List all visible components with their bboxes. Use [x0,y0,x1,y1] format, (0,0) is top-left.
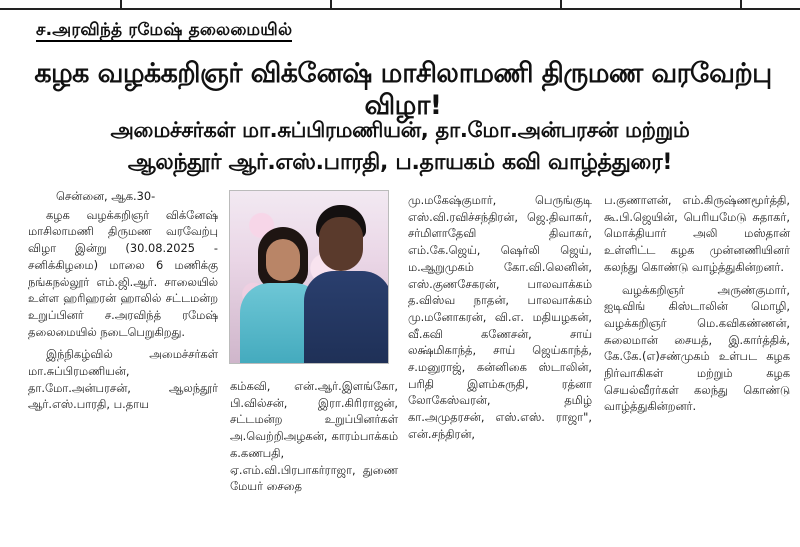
couple-photo [229,190,389,364]
article-paragraph: கழக வழக்கறிஞர் விக்னேஷ் மாசிலாமணி திருமண வரவேற்பு விழா இன்று (30.08.2025 - சனிக்கிழமை) மாலை 6 மணிக்கு நங்கநல்லூர் எம்.ஜி.ஆர். சாலையில் உள்ள ஹரிஹரன் ஹாலில் சட்டமன்ற உறுப்பினர் ச.அரவிந்த் ரமேஷ் தலைமையில் நடைபெறுகிறது. [28,207,218,339]
headline: கழக வழக்கறிஞர் விக்னேஷ் மாசிலாமணி திருமண வரவேற்பு விழா! [34,58,772,121]
subheadline-line-2: ஆலந்தூர் ஆர்.எஸ்.பாரதி, ப.தாயகம் கவி வாழ்த்துரை! [127,150,673,175]
bride-face [266,239,300,281]
top-border-rule [0,0,800,10]
groom-shirt [304,271,389,364]
border-tick [560,0,562,10]
article-paragraph: இந்நிகழ்வில் அமைச்சர்கள் மா.சுப்பிரமணியன், தா.மோ.அன்பரசன், ஆலந்தூர் ஆர்.எஸ்.பாரதி, ப.தாய [28,347,218,412]
article-paragraph: வழக்கறிஞர் அருண்குமார், ஐடிவிங் கிஸ்டாலின் மொழி, வழக்கறிஞர் மெ.கவிகண்ணன், சுலைமான் சையத், இ.கார்த்திக், கே.கே.(எ)சண்முகம் உள்பட கழக நிர்வாகிகள் மற்றும் கழக செயல்வீரர்கள் கலந்து கொண்டு வாழ்த்துகின்றனர். [604,282,790,414]
article-column-1 [28,188,218,419]
article-column-4 [604,192,790,421]
article-paragraph: கம்கவி, என்.ஆர்.இளங்கோ, பி.வில்சன், இரா.கிரிராஜன், சட்டமன்ற உறுப்பினர்கள் அ.வெற்றிஅழகன், காரம்பாக்கம் க.கணபதி, ஏ.எம்.வி.பிரபாகர்ராஜா, துணை மேயர் சைதை [230,379,398,494]
article-column-3 [408,192,592,449]
border-tick [120,0,122,10]
article-paragraph: ப.குணாளன், எம்.கிருஷ்ணமூர்த்தி, கூ.பி.ஜெயின், பெரியமேடு சுதாகர், மொக்தியார் அலி மஸ்தான் உள்ளிட்ட கழக முன்னணியினர் கலந்து கொண்டு வாழ்த்துகின்றனர். [604,193,790,274]
border-tick [330,0,332,10]
dateline: சென்னை, ஆக.30- [56,189,156,203]
border-tick [740,0,742,10]
kicker-line [36,20,292,42]
groom-face [319,217,363,271]
kicker-text: ச.அரவிந்த் ரமேஷ் தலைமையில் [36,20,293,40]
article-paragraph: மு.மகேஷ்குமார், பெருங்குடி எஸ்.வி.ரவிச்சந்திரன், ஜெ.திவாகர், சர்மிளாதேவி திவாகர், எம்.கே.ஜெய், ஷெர்லி ஜெய், ம.ஆறுமுகம் கோ.வி.லெனின், எஸ்.குணசேகரன், பாலவாக்கம் த.விஸ்வ நாதன், பாலவாக்கம் மு.மனோகரன், வி.எ. மதியழகன், வீ.கவி கணேசன், சாய் லக்ஷ்மிகாந்த், சாய் ஜெய்காந்த், ச.மனுராஜ், கன்னிகை ஸ்டாலின், பரிதி இளம்சுருதி, ரத்னா லோகேஸ்வரன், தமிழ் கா.அமுதரசன், எஸ்.எஸ். ராஜா", என்.சந்திரன், [408,193,592,441]
article-column-2 [230,378,398,501]
subheadline-line-1: அமைச்சர்கள் மா.சுப்பிரமணியன், தா.மோ.அன்பரசன் மற்றும் [110,118,690,142]
